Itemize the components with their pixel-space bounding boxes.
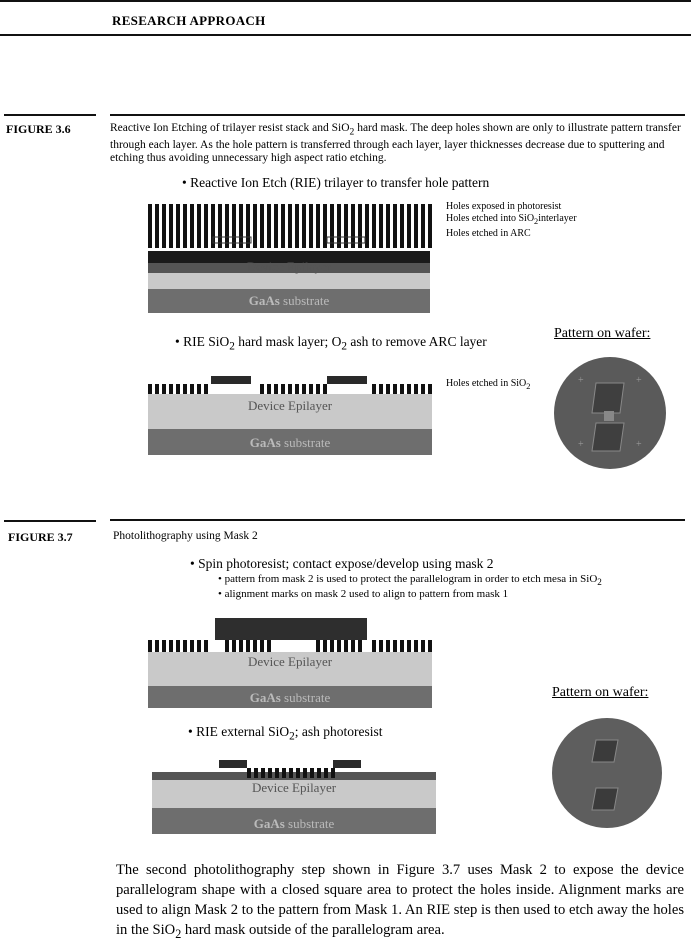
header-rule (0, 34, 691, 36)
fig36-bullet1: • Reactive Ion Etch (RIE) trilayer to transfer hole pattern (182, 175, 490, 190)
fig36-stack-2 (145, 372, 435, 458)
fig37-label: FIGURE 3.7 (8, 530, 73, 544)
svg-text:GaAs substrate: GaAs substrate (249, 690, 331, 705)
fig37-wafer (550, 716, 664, 830)
svg-text:+: + (578, 439, 584, 450)
fig37-stack-1 (145, 614, 435, 710)
fig37-sub1: • pattern from mask 2 is used to protect the parallelogram in order to etch mesa in SiO$_2$ (218, 573, 602, 588)
fig37-caption-rule (110, 519, 685, 521)
svg-text:+: + (636, 439, 642, 450)
svg-text:GaAs substrate: GaAs substrate (248, 293, 330, 308)
svg-text:Device Epilayer: Device Epilayer (251, 780, 337, 795)
fig36-notes1: Holes exposed in photoresist Holes etched into SiO$_2$interlayer Holes etched in ARC (446, 201, 577, 239)
fig37-stack-2 (149, 758, 439, 836)
device-epilayer-label: Device Epilayer (246, 259, 332, 274)
svg-text:Device Epilayer: Device Epilayer (247, 654, 333, 669)
fig36-caption-rule (110, 114, 685, 116)
svg-text:Device Epilayer: Device Epilayer (247, 398, 333, 413)
fig36-stack-1 (145, 200, 433, 315)
fig36-label: FIGURE 3.6 (6, 122, 71, 136)
fig36-wafer (550, 355, 670, 471)
fig37-bullet1: • Spin photoresist; contact expose/develop using mask 2 (190, 556, 494, 571)
fig37-sub2: • alignment marks on mask 2 used to align to pattern from mask 1 (218, 588, 509, 600)
body-paragraph: The second photolithography step shown in Figure 3.7 uses Mask 2 to expose the device parallelogram shape with a closed square area to protect the holes inside. Alignment marks are used to align Mask 2 to the pattern from Mask 1. An RIE step is then used to etch away the holes in the SiO$_2$ hard mask outside of the parallelogram area. (116, 862, 684, 941)
svg-text:GaAs substrate: GaAs substrate (253, 816, 335, 831)
svg-text:+: + (636, 375, 642, 386)
fig37-label-rule (4, 520, 96, 522)
section-header: RESEARCH APPROACH (112, 13, 266, 28)
top-rule (0, 0, 691, 2)
fig37-pattern-label: Pattern on wafer: (552, 685, 649, 700)
fig37-bullet2: • RIE external SiO$_2$; ash photoresist (188, 724, 383, 743)
fig37-caption: Photolithography using Mask 2 (113, 530, 258, 542)
fig36-bullet2: • RIE SiO$_2$ hard mask layer; $O_2$ ash to remove ARC layer (175, 334, 487, 353)
svg-text:GaAs substrate: GaAs substrate (249, 435, 331, 450)
fig36-pattern-label: Pattern on wafer: (554, 326, 651, 341)
fig36-caption: Reactive Ion Etching of trilayer resist stack and SiO$_2$ hard mask. The deep holes shown are only to illustrate pattern transfer through each layer. As the hole pattern is transferred through each layer, layer thicknesses decrease due to sputtering and etching thus avoiding unnecessary high aspect ratio etching. (110, 122, 681, 165)
svg-text:+: + (578, 375, 584, 386)
fig36-note2: Holes etched in SiO$_2$ (446, 378, 531, 391)
fig36-label-rule (4, 114, 96, 116)
